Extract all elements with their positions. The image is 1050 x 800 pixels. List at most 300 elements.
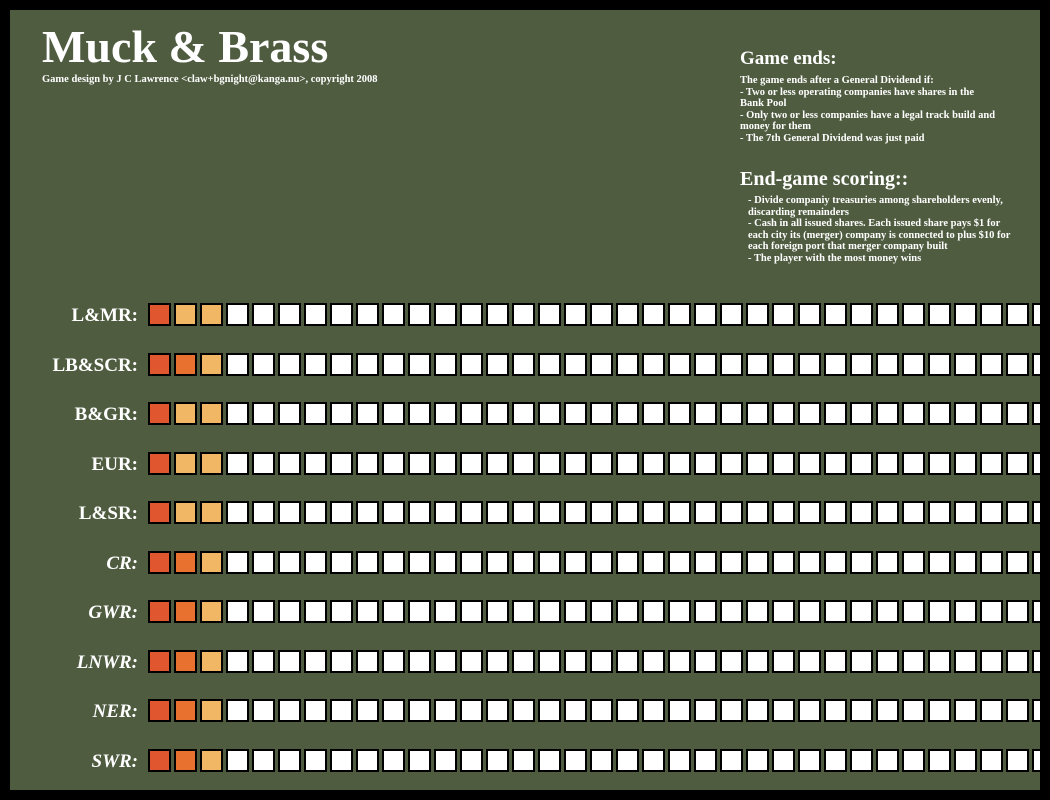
track-cell-empty[interactable] xyxy=(616,501,639,524)
track-cell-empty[interactable] xyxy=(304,749,327,772)
track-cell-empty[interactable] xyxy=(252,303,275,326)
track-cell-empty[interactable] xyxy=(1032,452,1040,475)
track-cell-empty[interactable] xyxy=(226,699,249,722)
track-cell-empty[interactable] xyxy=(954,551,977,574)
track-cell-empty[interactable] xyxy=(902,650,925,673)
track-cell-empty[interactable] xyxy=(694,501,717,524)
track-cell-empty[interactable] xyxy=(408,402,431,425)
track-cell-empty[interactable] xyxy=(824,402,847,425)
track-cell-empty[interactable] xyxy=(486,650,509,673)
track-cell-filled[interactable] xyxy=(200,303,223,326)
track-cell-empty[interactable] xyxy=(434,452,457,475)
track-cell-empty[interactable] xyxy=(538,501,561,524)
track-cell-empty[interactable] xyxy=(668,353,691,376)
track-cell-empty[interactable] xyxy=(668,600,691,623)
track-cell-empty[interactable] xyxy=(746,699,769,722)
track-cell-empty[interactable] xyxy=(876,402,899,425)
track-cell-empty[interactable] xyxy=(902,402,925,425)
track-cell-empty[interactable] xyxy=(278,501,301,524)
track-cell-empty[interactable] xyxy=(746,749,769,772)
track-cell-empty[interactable] xyxy=(798,452,821,475)
track-cell-empty[interactable] xyxy=(772,402,795,425)
track-cell-empty[interactable] xyxy=(1006,452,1029,475)
track-cell-filled[interactable] xyxy=(200,749,223,772)
track-cell-empty[interactable] xyxy=(824,353,847,376)
track-cell-empty[interactable] xyxy=(798,402,821,425)
track-cell-empty[interactable] xyxy=(720,699,743,722)
track-cell-empty[interactable] xyxy=(408,501,431,524)
track-cell-filled[interactable] xyxy=(200,600,223,623)
track-cell-empty[interactable] xyxy=(460,650,483,673)
track-cell-empty[interactable] xyxy=(668,749,691,772)
track-cell-empty[interactable] xyxy=(356,402,379,425)
track-cell-empty[interactable] xyxy=(668,650,691,673)
track-cell-empty[interactable] xyxy=(980,303,1003,326)
track-cell-empty[interactable] xyxy=(954,353,977,376)
track-cell-empty[interactable] xyxy=(382,452,405,475)
track-cell-empty[interactable] xyxy=(278,699,301,722)
track-cell-empty[interactable] xyxy=(746,353,769,376)
track-cell-filled[interactable] xyxy=(148,452,171,475)
track-cell-empty[interactable] xyxy=(564,303,587,326)
track-cell-empty[interactable] xyxy=(850,353,873,376)
track-cell-empty[interactable] xyxy=(434,402,457,425)
track-cell-empty[interactable] xyxy=(304,452,327,475)
track-cell-empty[interactable] xyxy=(252,353,275,376)
track-cell-filled[interactable] xyxy=(174,501,197,524)
track-cell-empty[interactable] xyxy=(304,353,327,376)
track-cell-empty[interactable] xyxy=(1032,402,1040,425)
track-cell-empty[interactable] xyxy=(642,551,665,574)
track-cell-filled[interactable] xyxy=(174,402,197,425)
track-cell-empty[interactable] xyxy=(486,551,509,574)
track-cell-empty[interactable] xyxy=(330,303,353,326)
track-cell-empty[interactable] xyxy=(226,452,249,475)
track-cell-empty[interactable] xyxy=(694,650,717,673)
track-cell-filled[interactable] xyxy=(148,501,171,524)
track-cell-empty[interactable] xyxy=(980,749,1003,772)
track-cell-empty[interactable] xyxy=(642,402,665,425)
track-cell-empty[interactable] xyxy=(798,353,821,376)
track-cell-empty[interactable] xyxy=(876,353,899,376)
track-cell-empty[interactable] xyxy=(538,699,561,722)
track-cell-filled[interactable] xyxy=(148,600,171,623)
track-cell-empty[interactable] xyxy=(252,452,275,475)
track-cell-empty[interactable] xyxy=(824,650,847,673)
track-cell-empty[interactable] xyxy=(538,452,561,475)
track-cell-empty[interactable] xyxy=(720,303,743,326)
track-cell-empty[interactable] xyxy=(512,650,535,673)
track-cell-empty[interactable] xyxy=(1006,353,1029,376)
track-cell-empty[interactable] xyxy=(746,452,769,475)
track-cell-empty[interactable] xyxy=(720,600,743,623)
track-cell-empty[interactable] xyxy=(382,749,405,772)
track-cell-empty[interactable] xyxy=(954,501,977,524)
track-cell-empty[interactable] xyxy=(382,551,405,574)
track-cell-empty[interactable] xyxy=(356,749,379,772)
track-cell-empty[interactable] xyxy=(876,749,899,772)
track-cell-filled[interactable] xyxy=(174,452,197,475)
track-cell-empty[interactable] xyxy=(590,650,613,673)
track-cell-empty[interactable] xyxy=(408,452,431,475)
track-cell-empty[interactable] xyxy=(382,303,405,326)
track-cell-empty[interactable] xyxy=(746,600,769,623)
track-cell-empty[interactable] xyxy=(512,452,535,475)
track-cell-empty[interactable] xyxy=(538,749,561,772)
track-cell-empty[interactable] xyxy=(278,353,301,376)
track-cell-empty[interactable] xyxy=(824,303,847,326)
track-cell-empty[interactable] xyxy=(772,452,795,475)
track-cell-empty[interactable] xyxy=(824,501,847,524)
track-cell-empty[interactable] xyxy=(304,501,327,524)
track-cell-empty[interactable] xyxy=(850,600,873,623)
track-cell-empty[interactable] xyxy=(980,650,1003,673)
track-cell-empty[interactable] xyxy=(876,501,899,524)
track-cell-empty[interactable] xyxy=(538,551,561,574)
track-cell-empty[interactable] xyxy=(278,402,301,425)
track-cell-empty[interactable] xyxy=(278,650,301,673)
track-cell-empty[interactable] xyxy=(590,303,613,326)
track-cell-empty[interactable] xyxy=(356,501,379,524)
track-cell-filled[interactable] xyxy=(200,501,223,524)
track-cell-empty[interactable] xyxy=(928,501,951,524)
track-cell-empty[interactable] xyxy=(720,402,743,425)
track-cell-empty[interactable] xyxy=(278,452,301,475)
track-cell-empty[interactable] xyxy=(928,650,951,673)
track-cell-empty[interactable] xyxy=(590,501,613,524)
track-cell-empty[interactable] xyxy=(434,501,457,524)
track-cell-empty[interactable] xyxy=(746,501,769,524)
track-cell-empty[interactable] xyxy=(824,699,847,722)
track-cell-empty[interactable] xyxy=(772,699,795,722)
track-cell-empty[interactable] xyxy=(590,699,613,722)
track-cell-empty[interactable] xyxy=(356,699,379,722)
track-cell-empty[interactable] xyxy=(382,501,405,524)
track-cell-empty[interactable] xyxy=(460,749,483,772)
track-cell-empty[interactable] xyxy=(564,353,587,376)
track-cell-empty[interactable] xyxy=(720,551,743,574)
track-cell-empty[interactable] xyxy=(252,749,275,772)
track-cell-empty[interactable] xyxy=(252,501,275,524)
track-cell-empty[interactable] xyxy=(694,699,717,722)
track-cell-empty[interactable] xyxy=(928,551,951,574)
track-cell-empty[interactable] xyxy=(330,501,353,524)
track-cell-empty[interactable] xyxy=(954,402,977,425)
track-cell-empty[interactable] xyxy=(564,600,587,623)
track-cell-empty[interactable] xyxy=(226,600,249,623)
track-cell-empty[interactable] xyxy=(694,600,717,623)
track-cell-empty[interactable] xyxy=(460,402,483,425)
track-cell-empty[interactable] xyxy=(434,303,457,326)
track-cell-empty[interactable] xyxy=(226,303,249,326)
track-cell-empty[interactable] xyxy=(876,452,899,475)
track-cell-empty[interactable] xyxy=(980,353,1003,376)
track-cell-filled[interactable] xyxy=(174,650,197,673)
track-cell-empty[interactable] xyxy=(642,452,665,475)
track-cell-filled[interactable] xyxy=(148,650,171,673)
track-cell-empty[interactable] xyxy=(538,303,561,326)
track-cell-empty[interactable] xyxy=(590,452,613,475)
track-cell-empty[interactable] xyxy=(772,600,795,623)
track-cell-empty[interactable] xyxy=(1006,600,1029,623)
track-cell-empty[interactable] xyxy=(954,303,977,326)
track-cell-empty[interactable] xyxy=(278,749,301,772)
track-cell-empty[interactable] xyxy=(798,650,821,673)
track-cell-empty[interactable] xyxy=(382,600,405,623)
track-cell-filled[interactable] xyxy=(148,749,171,772)
track-cell-empty[interactable] xyxy=(902,303,925,326)
track-cell-filled[interactable] xyxy=(174,600,197,623)
track-cell-empty[interactable] xyxy=(668,501,691,524)
track-cell-empty[interactable] xyxy=(304,650,327,673)
track-cell-empty[interactable] xyxy=(850,501,873,524)
track-cell-empty[interactable] xyxy=(356,551,379,574)
track-cell-empty[interactable] xyxy=(616,303,639,326)
track-cell-empty[interactable] xyxy=(356,452,379,475)
track-cell-empty[interactable] xyxy=(460,501,483,524)
track-cell-empty[interactable] xyxy=(980,501,1003,524)
track-cell-empty[interactable] xyxy=(720,353,743,376)
track-cell-empty[interactable] xyxy=(746,303,769,326)
track-cell-empty[interactable] xyxy=(512,353,535,376)
track-cell-empty[interactable] xyxy=(226,551,249,574)
track-cell-empty[interactable] xyxy=(512,551,535,574)
track-cell-empty[interactable] xyxy=(850,452,873,475)
track-cell-empty[interactable] xyxy=(1006,699,1029,722)
track-cell-filled[interactable] xyxy=(148,303,171,326)
track-cell-empty[interactable] xyxy=(460,551,483,574)
track-cell-empty[interactable] xyxy=(356,303,379,326)
track-cell-empty[interactable] xyxy=(798,303,821,326)
track-cell-empty[interactable] xyxy=(408,749,431,772)
track-cell-empty[interactable] xyxy=(538,402,561,425)
track-cell-empty[interactable] xyxy=(512,699,535,722)
track-cell-empty[interactable] xyxy=(434,650,457,673)
track-cell-empty[interactable] xyxy=(772,353,795,376)
track-cell-filled[interactable] xyxy=(174,699,197,722)
track-cell-empty[interactable] xyxy=(1032,749,1040,772)
track-cell-empty[interactable] xyxy=(980,452,1003,475)
track-cell-empty[interactable] xyxy=(798,600,821,623)
track-cell-empty[interactable] xyxy=(642,600,665,623)
track-cell-empty[interactable] xyxy=(1032,699,1040,722)
track-cell-empty[interactable] xyxy=(330,699,353,722)
track-cell-empty[interactable] xyxy=(330,452,353,475)
track-cell-empty[interactable] xyxy=(564,501,587,524)
track-cell-empty[interactable] xyxy=(382,650,405,673)
track-cell-empty[interactable] xyxy=(460,699,483,722)
track-cell-empty[interactable] xyxy=(486,699,509,722)
track-cell-empty[interactable] xyxy=(330,749,353,772)
track-cell-empty[interactable] xyxy=(564,650,587,673)
track-cell-filled[interactable] xyxy=(174,749,197,772)
track-cell-empty[interactable] xyxy=(668,551,691,574)
track-cell-empty[interactable] xyxy=(772,650,795,673)
track-cell-empty[interactable] xyxy=(1006,402,1029,425)
track-cell-empty[interactable] xyxy=(252,402,275,425)
track-cell-empty[interactable] xyxy=(590,600,613,623)
track-cell-empty[interactable] xyxy=(954,600,977,623)
track-cell-empty[interactable] xyxy=(850,402,873,425)
track-cell-empty[interactable] xyxy=(330,600,353,623)
track-cell-empty[interactable] xyxy=(746,551,769,574)
track-cell-empty[interactable] xyxy=(434,353,457,376)
track-cell-empty[interactable] xyxy=(616,699,639,722)
track-cell-empty[interactable] xyxy=(382,353,405,376)
track-cell-empty[interactable] xyxy=(876,650,899,673)
track-cell-empty[interactable] xyxy=(486,501,509,524)
track-cell-filled[interactable] xyxy=(174,303,197,326)
track-cell-empty[interactable] xyxy=(590,749,613,772)
track-cell-empty[interactable] xyxy=(720,749,743,772)
track-cell-empty[interactable] xyxy=(928,303,951,326)
track-cell-empty[interactable] xyxy=(538,600,561,623)
track-cell-empty[interactable] xyxy=(1006,501,1029,524)
track-cell-empty[interactable] xyxy=(980,551,1003,574)
track-cell-empty[interactable] xyxy=(616,650,639,673)
track-cell-empty[interactable] xyxy=(824,551,847,574)
track-cell-empty[interactable] xyxy=(980,699,1003,722)
track-cell-empty[interactable] xyxy=(564,402,587,425)
track-cell-empty[interactable] xyxy=(304,303,327,326)
track-cell-empty[interactable] xyxy=(564,452,587,475)
track-cell-empty[interactable] xyxy=(486,600,509,623)
track-cell-empty[interactable] xyxy=(616,452,639,475)
track-cell-empty[interactable] xyxy=(616,402,639,425)
track-cell-empty[interactable] xyxy=(928,699,951,722)
track-cell-empty[interactable] xyxy=(512,303,535,326)
track-cell-empty[interactable] xyxy=(668,402,691,425)
track-cell-empty[interactable] xyxy=(642,353,665,376)
track-cell-empty[interactable] xyxy=(772,303,795,326)
track-cell-empty[interactable] xyxy=(538,650,561,673)
track-cell-empty[interactable] xyxy=(408,551,431,574)
track-cell-empty[interactable] xyxy=(564,699,587,722)
track-cell-empty[interactable] xyxy=(408,699,431,722)
track-cell-empty[interactable] xyxy=(850,303,873,326)
track-cell-empty[interactable] xyxy=(824,749,847,772)
track-cell-empty[interactable] xyxy=(434,699,457,722)
track-cell-empty[interactable] xyxy=(980,402,1003,425)
track-cell-empty[interactable] xyxy=(824,600,847,623)
track-cell-empty[interactable] xyxy=(954,699,977,722)
track-cell-empty[interactable] xyxy=(304,402,327,425)
track-cell-empty[interactable] xyxy=(798,501,821,524)
track-cell-empty[interactable] xyxy=(512,749,535,772)
track-cell-empty[interactable] xyxy=(486,353,509,376)
track-cell-empty[interactable] xyxy=(876,699,899,722)
track-cell-empty[interactable] xyxy=(330,402,353,425)
track-cell-empty[interactable] xyxy=(642,303,665,326)
track-cell-empty[interactable] xyxy=(798,551,821,574)
track-cell-empty[interactable] xyxy=(460,600,483,623)
track-cell-empty[interactable] xyxy=(1032,600,1040,623)
track-cell-empty[interactable] xyxy=(668,303,691,326)
track-cell-filled[interactable] xyxy=(200,551,223,574)
track-cell-empty[interactable] xyxy=(590,353,613,376)
track-cell-filled[interactable] xyxy=(148,402,171,425)
track-cell-empty[interactable] xyxy=(382,699,405,722)
track-cell-empty[interactable] xyxy=(694,353,717,376)
track-cell-empty[interactable] xyxy=(252,699,275,722)
track-cell-empty[interactable] xyxy=(486,749,509,772)
track-cell-empty[interactable] xyxy=(226,650,249,673)
track-cell-empty[interactable] xyxy=(512,600,535,623)
track-cell-empty[interactable] xyxy=(408,650,431,673)
track-cell-empty[interactable] xyxy=(408,303,431,326)
track-cell-empty[interactable] xyxy=(252,551,275,574)
track-cell-filled[interactable] xyxy=(200,452,223,475)
track-cell-empty[interactable] xyxy=(434,551,457,574)
track-cell-empty[interactable] xyxy=(694,303,717,326)
track-cell-empty[interactable] xyxy=(590,402,613,425)
track-cell-empty[interactable] xyxy=(434,600,457,623)
track-cell-filled[interactable] xyxy=(174,353,197,376)
track-cell-empty[interactable] xyxy=(226,749,249,772)
track-cell-empty[interactable] xyxy=(1032,303,1040,326)
track-cell-empty[interactable] xyxy=(330,650,353,673)
track-cell-empty[interactable] xyxy=(252,650,275,673)
track-cell-empty[interactable] xyxy=(876,303,899,326)
track-cell-filled[interactable] xyxy=(200,650,223,673)
track-cell-empty[interactable] xyxy=(408,353,431,376)
track-cell-empty[interactable] xyxy=(616,749,639,772)
track-cell-empty[interactable] xyxy=(304,699,327,722)
track-cell-empty[interactable] xyxy=(850,650,873,673)
track-cell-empty[interactable] xyxy=(1032,501,1040,524)
track-cell-empty[interactable] xyxy=(772,501,795,524)
track-cell-empty[interactable] xyxy=(720,501,743,524)
track-cell-empty[interactable] xyxy=(902,551,925,574)
track-cell-filled[interactable] xyxy=(148,353,171,376)
track-cell-empty[interactable] xyxy=(746,650,769,673)
track-cell-empty[interactable] xyxy=(590,551,613,574)
track-cell-empty[interactable] xyxy=(538,353,561,376)
track-cell-empty[interactable] xyxy=(512,402,535,425)
track-cell-empty[interactable] xyxy=(850,749,873,772)
track-cell-empty[interactable] xyxy=(772,551,795,574)
track-cell-empty[interactable] xyxy=(1006,650,1029,673)
track-cell-filled[interactable] xyxy=(148,699,171,722)
track-cell-empty[interactable] xyxy=(642,650,665,673)
track-cell-empty[interactable] xyxy=(642,501,665,524)
track-cell-empty[interactable] xyxy=(850,699,873,722)
track-cell-empty[interactable] xyxy=(486,402,509,425)
track-cell-empty[interactable] xyxy=(694,452,717,475)
track-cell-empty[interactable] xyxy=(616,600,639,623)
track-cell-empty[interactable] xyxy=(330,353,353,376)
track-cell-empty[interactable] xyxy=(902,452,925,475)
track-cell-empty[interactable] xyxy=(1006,303,1029,326)
track-cell-empty[interactable] xyxy=(902,353,925,376)
track-cell-empty[interactable] xyxy=(460,452,483,475)
track-cell-empty[interactable] xyxy=(278,551,301,574)
track-cell-empty[interactable] xyxy=(226,501,249,524)
track-cell-empty[interactable] xyxy=(980,600,1003,623)
track-cell-empty[interactable] xyxy=(850,551,873,574)
track-cell-empty[interactable] xyxy=(954,452,977,475)
track-cell-empty[interactable] xyxy=(928,402,951,425)
track-cell-empty[interactable] xyxy=(564,551,587,574)
track-cell-empty[interactable] xyxy=(668,452,691,475)
track-cell-empty[interactable] xyxy=(226,402,249,425)
track-cell-empty[interactable] xyxy=(746,402,769,425)
track-cell-empty[interactable] xyxy=(330,551,353,574)
track-cell-empty[interactable] xyxy=(304,600,327,623)
track-cell-empty[interactable] xyxy=(382,402,405,425)
track-cell-empty[interactable] xyxy=(460,303,483,326)
track-cell-empty[interactable] xyxy=(304,551,327,574)
